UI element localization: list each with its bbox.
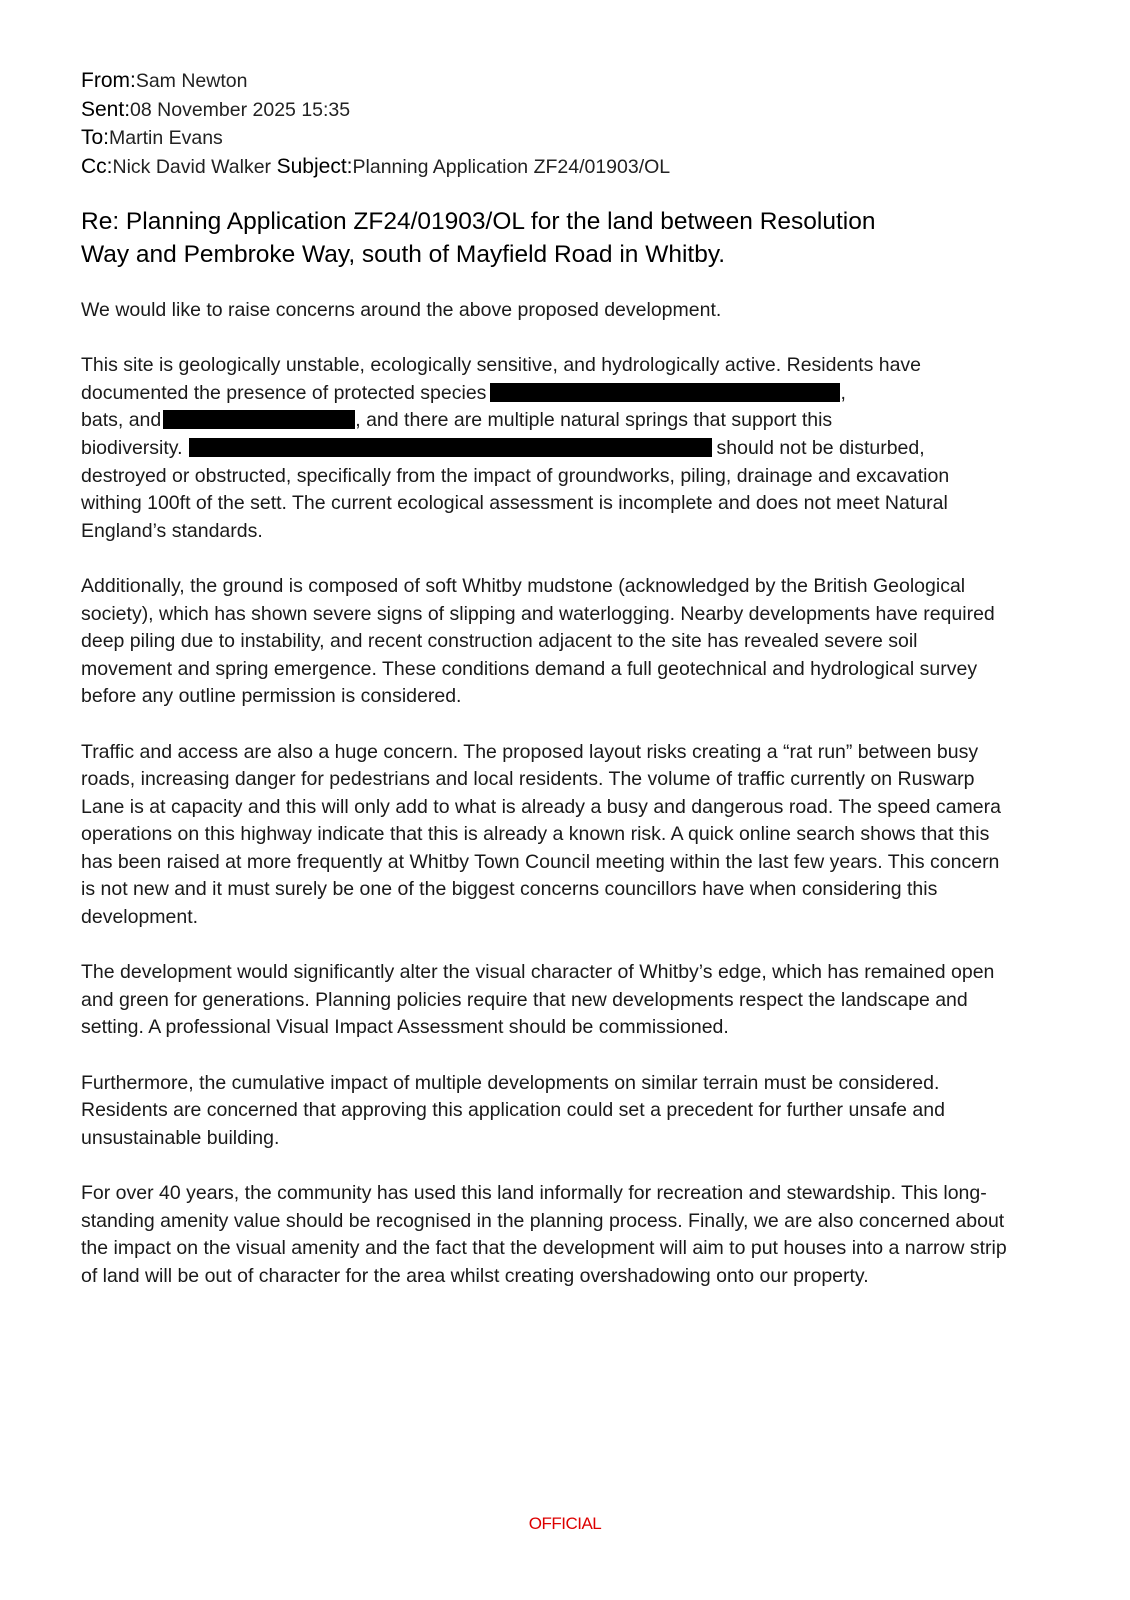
paragraph-2-part-g: destroyed or obstructed, specifically from the impact of groundworks, piling, drainage and excavation withing 100ft of the sett. The current ecological assessment is incomplete and does not meet Natural England’s standards. <box>81 464 950 542</box>
letter-title-line-2: Way and Pembroke Way, south of Mayfield Road in Whitby. <box>81 241 726 268</box>
from-line <box>81 67 1041 96</box>
redaction-block-3 <box>189 438 712 457</box>
to-line <box>81 124 1041 153</box>
sent-line <box>81 96 1041 125</box>
paragraph-2-part-e: biodiversity. <box>81 436 183 459</box>
paragraph-1: We would like to raise concerns around the above proposed development. <box>81 299 722 321</box>
to-value: Martin Evans <box>109 127 223 149</box>
to-label: To: <box>81 126 110 149</box>
paragraph-2-part-a: This site is geologically unstable, ecologically sensitive, and hydrologically active. Residents have documented the presence of protected species <box>81 354 922 404</box>
from-label: From: <box>81 69 136 92</box>
paragraph-2 <box>81 352 1011 545</box>
sent-value: 08 November 2025 15:35 <box>130 98 351 121</box>
paragraph-2-part-b: , <box>840 381 846 404</box>
cc-subject-line <box>81 153 1041 182</box>
sent-label: Sent: <box>81 97 131 121</box>
letter-body <box>81 297 1011 1318</box>
subject-label: Subject: <box>276 154 353 178</box>
subject-value: Planning Application ZF24/01903/OL <box>352 155 671 178</box>
paragraph-4: Traffic and access are also a huge concern. The proposed layout risks creating a “rat run” between busy roads, increasing danger for pedestrians and local residents. The volume of traffic currently on Ruswarp Lane is at capacity and this will only add to what is already a busy and dangerous road. The speed camera operations on this highway indicate that this is already a known risk. A quick online search shows that this has been raised at more frequently at Whitby Town Council meeting within the last few years. This concern is not new and it must surely be one of the biggest concerns councillors have when considering this development. <box>81 740 1001 929</box>
letter-title-line-1: Re: Planning Application ZF24/01903/OL for the land between Resolution <box>81 208 876 235</box>
paragraph-2-part-f: should not be disturbed, <box>716 436 925 459</box>
paragraph-7: For over 40 years, the community has used this land informally for recreation and stewardship. This long-standing amenity value should be recognised in the planning process. Finally, we are also concerned about the impact on the visual amenity and the fact that the development will aim to put houses into a narrow strip of land will be out of character for the area whilst creating overshadowing onto our property. <box>81 1182 1007 1287</box>
cc-value: Nick David Walker <box>112 155 272 178</box>
official-classification-marking: OFFICIAL <box>528 1514 602 1533</box>
paragraph-3: Additionally, the ground is composed of soft Whitby mudstone (acknowledged by the British Geological society), which has shown severe signs of slipping and waterlogging. Nearby developments have required deep piling due to instability, and recent construction adjacent to the site has revealed severe soil movement and spring emergence. These conditions demand a full geotechnical and hydrological survey before any outline permission is considered. <box>81 574 995 708</box>
email-header <box>81 67 1041 181</box>
letter-title <box>81 205 1041 271</box>
paragraph-5: The development would significantly alter the visual character of Whitby’s edge, which has remained open and green for generations. Planning policies require that new developments respect the landscape and setting. A professional Visual Impact Assessment should be commissioned. <box>81 961 995 1039</box>
paragraph-2-part-c: bats, and <box>81 409 162 432</box>
from-value: Sam Newton <box>135 70 248 92</box>
paragraph-2-part-d: , and there are multiple natural springs that support this <box>355 409 833 432</box>
paragraph-6: Furthermore, the cumulative impact of multiple developments on similar terrain must be considered. Residents are concerned that approving this application could set a precedent for further unsafe and unsustainable building. <box>81 1071 945 1149</box>
redaction-block-2 <box>163 410 355 429</box>
redaction-block-1 <box>490 383 840 402</box>
cc-label: Cc: <box>81 154 113 178</box>
